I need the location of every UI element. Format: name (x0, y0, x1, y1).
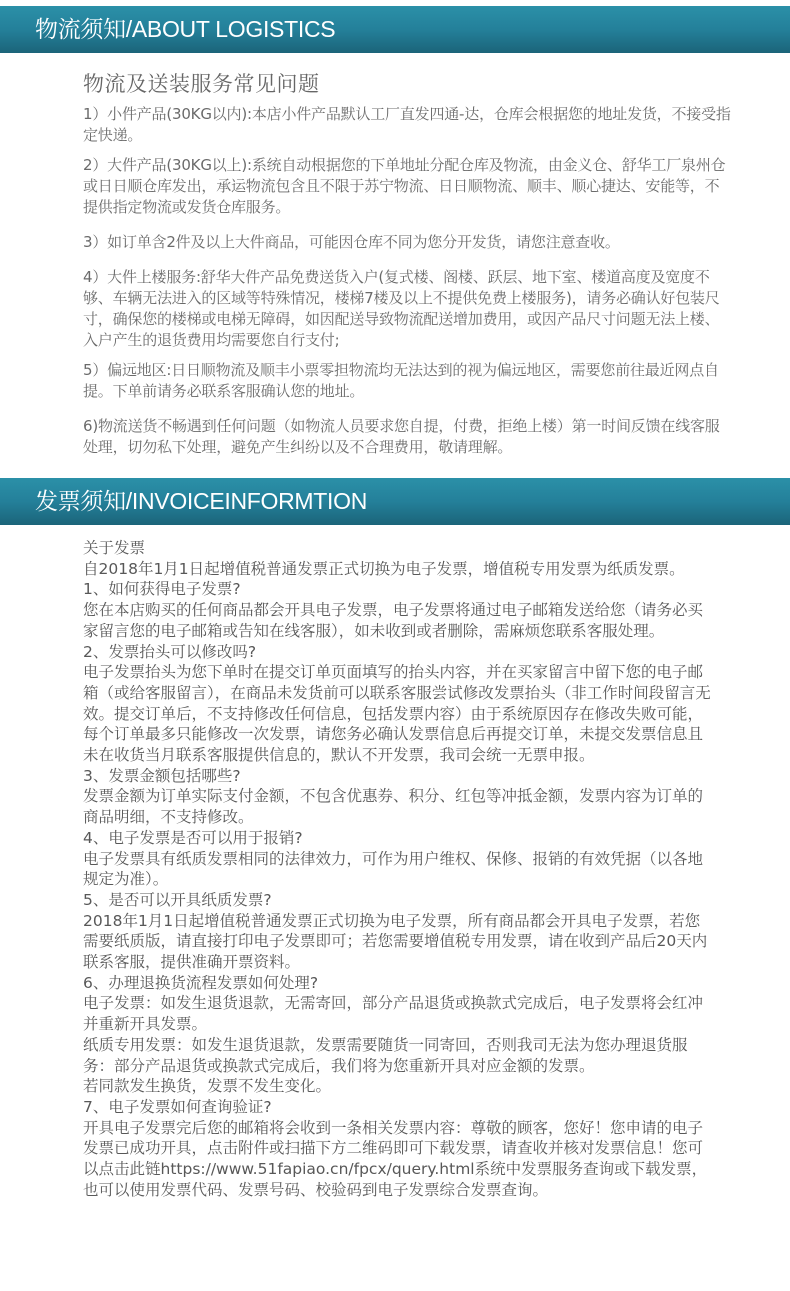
logistics-subtitle: 物流及送装服务常见问题 (83, 72, 320, 96)
invoice-faq-question: 2、发票抬头可以修改吗? (83, 642, 257, 661)
logistics-item-upstairs-service: 4）大件上楼服务:舒华大件产品免费送货入户(复式楼、阁楼、跃层、地下室、楼道高度及宽度不够、车辆无法进入的区域等特殊情况，楼梯7楼及以上不提供免费上楼服务)，请务必确认好包装尺寸，确保您的楼梯或电梯无障碍，如因配送导致物流配送增加费用，或因产品尺寸问题无法上楼、入户产生的退货费用均需要您自行支付; (83, 268, 720, 349)
invoice-faq-question: 3、发票金额包括哪些? (83, 766, 241, 785)
invoice-faq-question: 1、如何获得电子发票? (83, 580, 241, 599)
invoice-faq-answer: 2018年1月1日起增值税普通发票正式切换为电子发票，所有商品都会开具电子发票，若您需要纸质版，请直接打印电子发票即可；若您需要增值税专用发票，请在收到产品后20天内联系客服，提供准确开票资料。 (83, 911, 708, 972)
invoice-faq-question: 6、办理退换货流程发票如何处理? (83, 973, 319, 992)
invoice-faq-answer-paper: 纸质专用发票：如发生退货退款，发票需要随货一同寄回，否则我司无法为您办理退货服务：部分产品退货或换款式完成后，我们将为您重新开具对应金额的发票。 (83, 1035, 688, 1075)
logistics-item-remote-areas: 5）偏远地区:日日顺物流及顺丰小票零担物流均无法达到的视为偏远地区，需要您前往最近网点自提。下单前请务必联系客服确认您的地址。 (83, 361, 719, 400)
invoice-intro-text: 自2018年1月1日起增值税普通发票正式切换为电子发票，增值税专用发票为纸质发票。 (83, 559, 685, 578)
invoice-faq-question: 5、是否可以开具纸质发票? (83, 890, 272, 909)
logistics-item-delivery-issues: 6)物流送货不畅遇到任何问题（如物流人员要求您自提，付费，拒绝上楼）第一时间反馈在线客服处理，切勿私下处理，避免产生纠纷以及不合理费用，敬请理解。 (83, 417, 720, 456)
logistics-faq (83, 68, 733, 467)
invoice-faq-answer: 您在本店购买的任何商品都会开具电子发票，电子发票将通过电子邮箱发送给您（请务必买家留言您的电子邮箱或告知在线客服），如未收到或者删除，需麻烦您联系客服处理。 (83, 601, 704, 640)
invoice-header-title: 发票须知/INVOICEINFORMTION (35, 488, 368, 514)
invoice-section-header (0, 478, 790, 525)
logistics-item-split-shipment: 3）如订单含2件及以上大件商品，可能因仓库不同为您分开发货，请您注意查收。 (83, 233, 620, 251)
invoice-faq-question: 7、电子发票如何查询验证? (83, 1097, 272, 1116)
invoice-faq-answer: 电子发票抬头为您下单时在提交订单页面填写的抬头内容，并在买家留言中留下您的电子邮箱（或给客服留言），在商品未发货前可以联系客服尝试修改发票抬头（非工作时间段留言无效。提交订单后，不支持修改任何信息，包括发票内容）由于系统原因存在修改失败可能，每个订单最多只能修改一次发票，请您务必确认发票信息后再提交订单，未提交发票信息且未在收货当月联系客服提供信息的，默认不开发票，我司会统一无票申报。 (83, 663, 711, 765)
logistics-item-small-parcel: 1）小件产品(30KG以内):本店小件产品默认工厂直发四通-达，仓库会根据您的地址发货，不接受指定快递。 (83, 105, 731, 144)
invoice-faq-answer-exchange: 若同款发生换货，发票不发生变化。 (83, 1077, 332, 1096)
logistics-item-large-parcel: 2）大件产品(30KG以上):系统自动根据您的下单地址分配仓库及物流，由金义仓、舒华工厂泉州仓或日日顺仓库发出，承运物流包含且不限于苏宁物流、日日顺物流、顺丰、顺心捷达、安能等，不提供指定物流或发货仓库服务。 (83, 156, 726, 216)
logistics-section-header (0, 6, 790, 53)
invoice-faq-answer-verification: 开具电子发票完后您的邮箱将会收到一条相关发票内容：尊敬的顾客，您好！您申请的电子发票已成功开具，点击附件或扫描下方二维码即可下载发票，请查收并核对发票信息！您可以点击此链https://www.51fapiao.cn/fpcx/query.html系统中发票服务查询或下载发票，也可以使用发票代码、发票号码、校验码到电子发票综合发票查询。 (83, 1118, 708, 1199)
logistics-header-title: 物流须知/ABOUT LOGISTICS (35, 16, 336, 42)
invoice-intro-title: 关于发票 (83, 539, 146, 557)
invoice-faq-question: 4、电子发票是否可以用于报销? (83, 828, 303, 847)
invoice-faq-answer: 电子发票具有纸质发票相同的法律效力，可作为用户维权、保修、报销的有效凭据（以各地规定为准）。 (83, 849, 704, 889)
invoice-faq-answer-electronic: 电子发票：如发生退货退款，无需寄回，部分产品退货或换款式完成后，电子发票将会红冲并重新开具发票。 (83, 994, 704, 1034)
invoice-faq-answer: 发票金额为订单实际支付金额，不包含优惠券、积分、红包等冲抵金额，发票内容为订单的商品明细，不支持修改。 (83, 787, 704, 827)
invoice-faq (83, 538, 713, 1201)
